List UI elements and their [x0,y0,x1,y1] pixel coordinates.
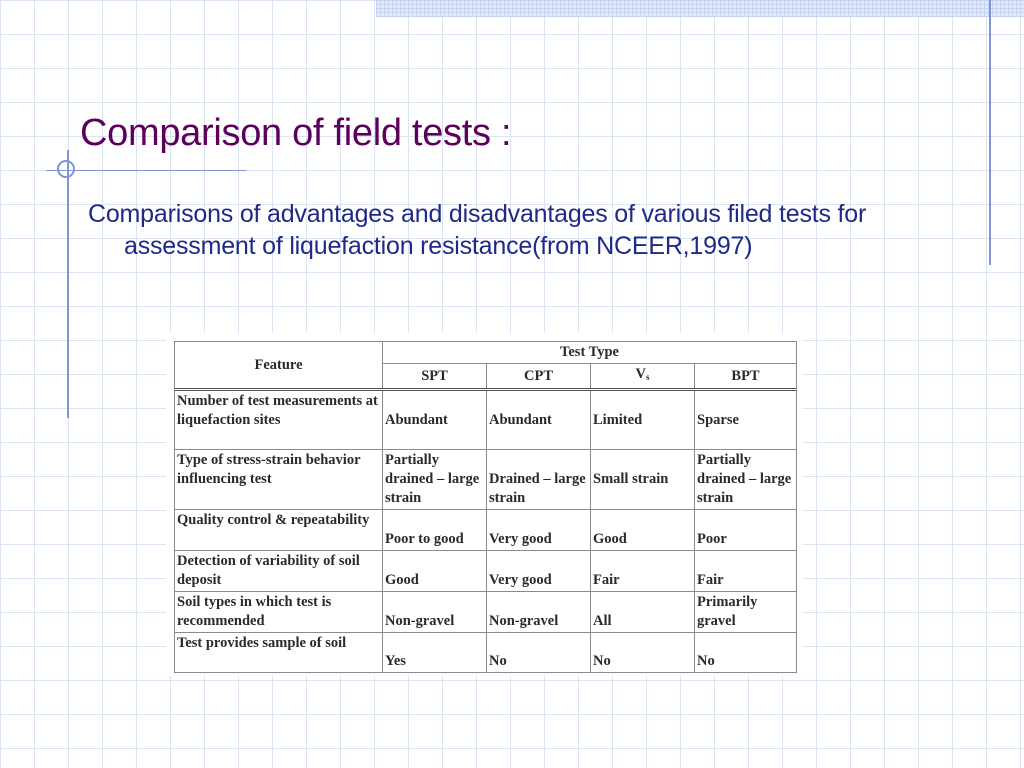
vs-cell: Small strain [591,450,695,510]
spt-cell: Abundant [383,390,487,450]
comparison-table [174,341,797,673]
cpt-cell: No [487,633,591,673]
column-header-spt: SPT [383,364,487,390]
bpt-cell: Partially drained – large strain [695,450,797,510]
row-feature-cell: Soil types in which test is recommended [175,592,383,633]
table-row [175,510,797,551]
vs-cell: All [591,592,695,633]
spt-cell: Non-gravel [383,592,487,633]
row-feature-cell: Type of stress-strain behavior influencing test [175,450,383,510]
cpt-cell: Non-gravel [487,592,591,633]
test-type-group-header: Test Type [383,342,797,364]
feature-column-header: Feature [175,342,383,390]
bpt-cell: Poor [695,510,797,551]
bpt-cell: Sparse [695,390,797,450]
cpt-cell: Very good [487,551,591,592]
vs-subscript: s [645,372,650,382]
table-row [175,592,797,633]
slide-title: Comparison of field tests : [80,112,512,154]
cpt-cell: Abundant [487,390,591,450]
slide-subtitle: Comparisons of advantages and disadvantages of various filed tests for assessment of liquefaction resistance(from NCEER,1997) [88,200,867,260]
comparison-table-panel [166,333,803,676]
decorative-vertical-line-left [67,150,69,418]
cpt-cell: Drained – large strain [487,450,591,510]
cpt-cell: Very good [487,510,591,551]
table-row [175,390,797,450]
spt-cell: Good [383,551,487,592]
decorative-horizontal-line [46,170,246,171]
row-feature-cell: Quality control & repeatability [175,510,383,551]
table-row [175,551,797,592]
column-header-cpt: CPT [487,364,591,390]
table-row [175,633,797,673]
vs-cell: Fair [591,551,695,592]
bpt-cell: Primarily gravel [695,592,797,633]
spt-cell: Partially drained – large strain [383,450,487,510]
bpt-cell: No [695,633,797,673]
row-feature-cell: Number of test measurements at liquefaction sites [175,390,383,450]
decorative-circle-icon [57,160,75,178]
table-row [175,450,797,510]
spt-cell: Poor to good [383,510,487,551]
decorative-header-band [376,0,1024,17]
column-header-bpt: BPT [695,364,797,390]
vs-symbol: V [635,366,646,382]
bpt-cell: Fair [695,551,797,592]
row-feature-cell: Test provides sample of soil [175,633,383,673]
vs-cell: No [591,633,695,673]
vs-cell: Good [591,510,695,551]
spt-cell: Yes [383,633,487,673]
column-header-vs [591,364,695,390]
row-feature-cell: Detection of variability of soil deposit [175,551,383,592]
vs-cell: Limited [591,390,695,450]
